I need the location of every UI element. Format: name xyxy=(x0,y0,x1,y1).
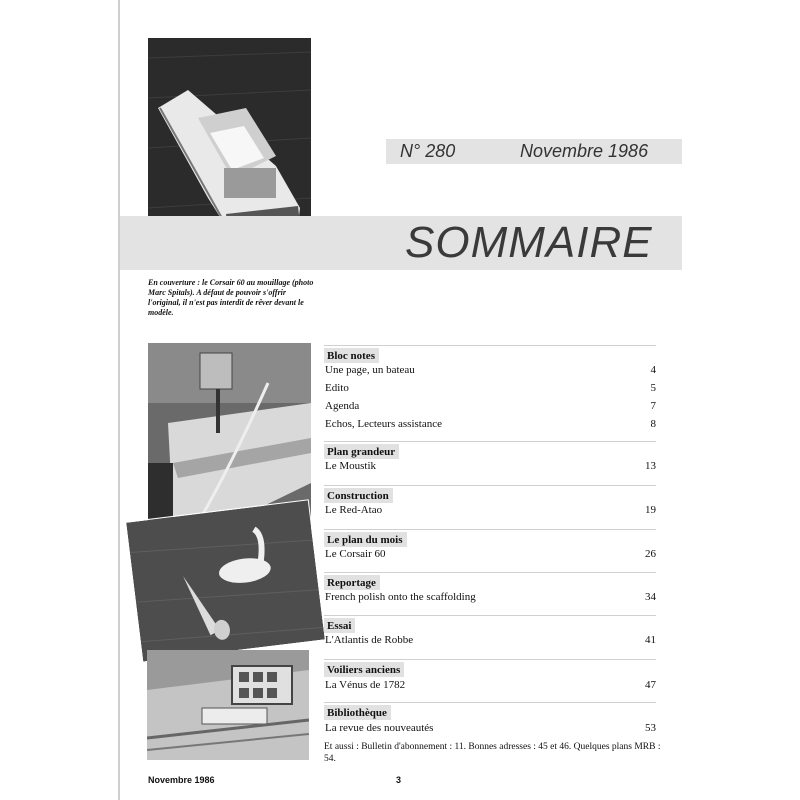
section-heading: Plan grandeur xyxy=(324,441,656,457)
swan-photo xyxy=(125,499,326,662)
page-number: 3 xyxy=(396,775,402,785)
section-heading: Essai xyxy=(324,615,656,631)
section-heading: Voiliers anciens xyxy=(324,659,656,675)
footer-date: Novembre 1986 xyxy=(148,775,215,785)
toc-entry: La Vénus de 1782 47 xyxy=(325,679,656,691)
toc-entry: Le Moustik 13 xyxy=(325,460,656,472)
section-heading: Bloc notes xyxy=(324,345,656,361)
issue-date: Novembre 1986 xyxy=(520,141,649,161)
toc-entry: French polish onto the scaffolding 34 xyxy=(325,591,656,603)
page-title: SOMMAIRE xyxy=(405,218,653,267)
toc-entry: Echos, Lecteurs assistance 8 xyxy=(325,418,656,430)
cover-caption: En couverture : le Corsair 60 au mouillage (photo Marc Spitals). A défaut de pouvoir s'offrir l'original, il n'est pas interdit de rêver devant le modèle. xyxy=(148,278,314,317)
section-heading: Bibliothèque xyxy=(324,702,656,718)
toc-entry: L'Atlantis de Robbe 41 xyxy=(325,634,656,646)
toc-entry: La revue des nouveautés 53 xyxy=(325,722,656,734)
toc-entry: Agenda 7 xyxy=(325,400,656,412)
toc-entry: Le Corsair 60 26 xyxy=(325,548,656,560)
issue-number: N° 280 xyxy=(400,141,456,161)
page-edge xyxy=(118,0,120,800)
footer-note: Et aussi : Bulletin d'abonnement : 11. Bonnes adresses : 45 et 46. Quelques plans MRB : 54. xyxy=(324,742,661,764)
section-heading: Reportage xyxy=(324,572,656,588)
section-heading: Construction xyxy=(324,485,656,501)
toc-entry: Le Red-Atao 19 xyxy=(325,504,656,516)
section-heading: Le plan du mois xyxy=(324,529,656,545)
toc-entry: Une page, un bateau 4 xyxy=(325,364,656,376)
deck-photo xyxy=(147,650,309,760)
toc-entry: Edito 5 xyxy=(325,382,656,394)
